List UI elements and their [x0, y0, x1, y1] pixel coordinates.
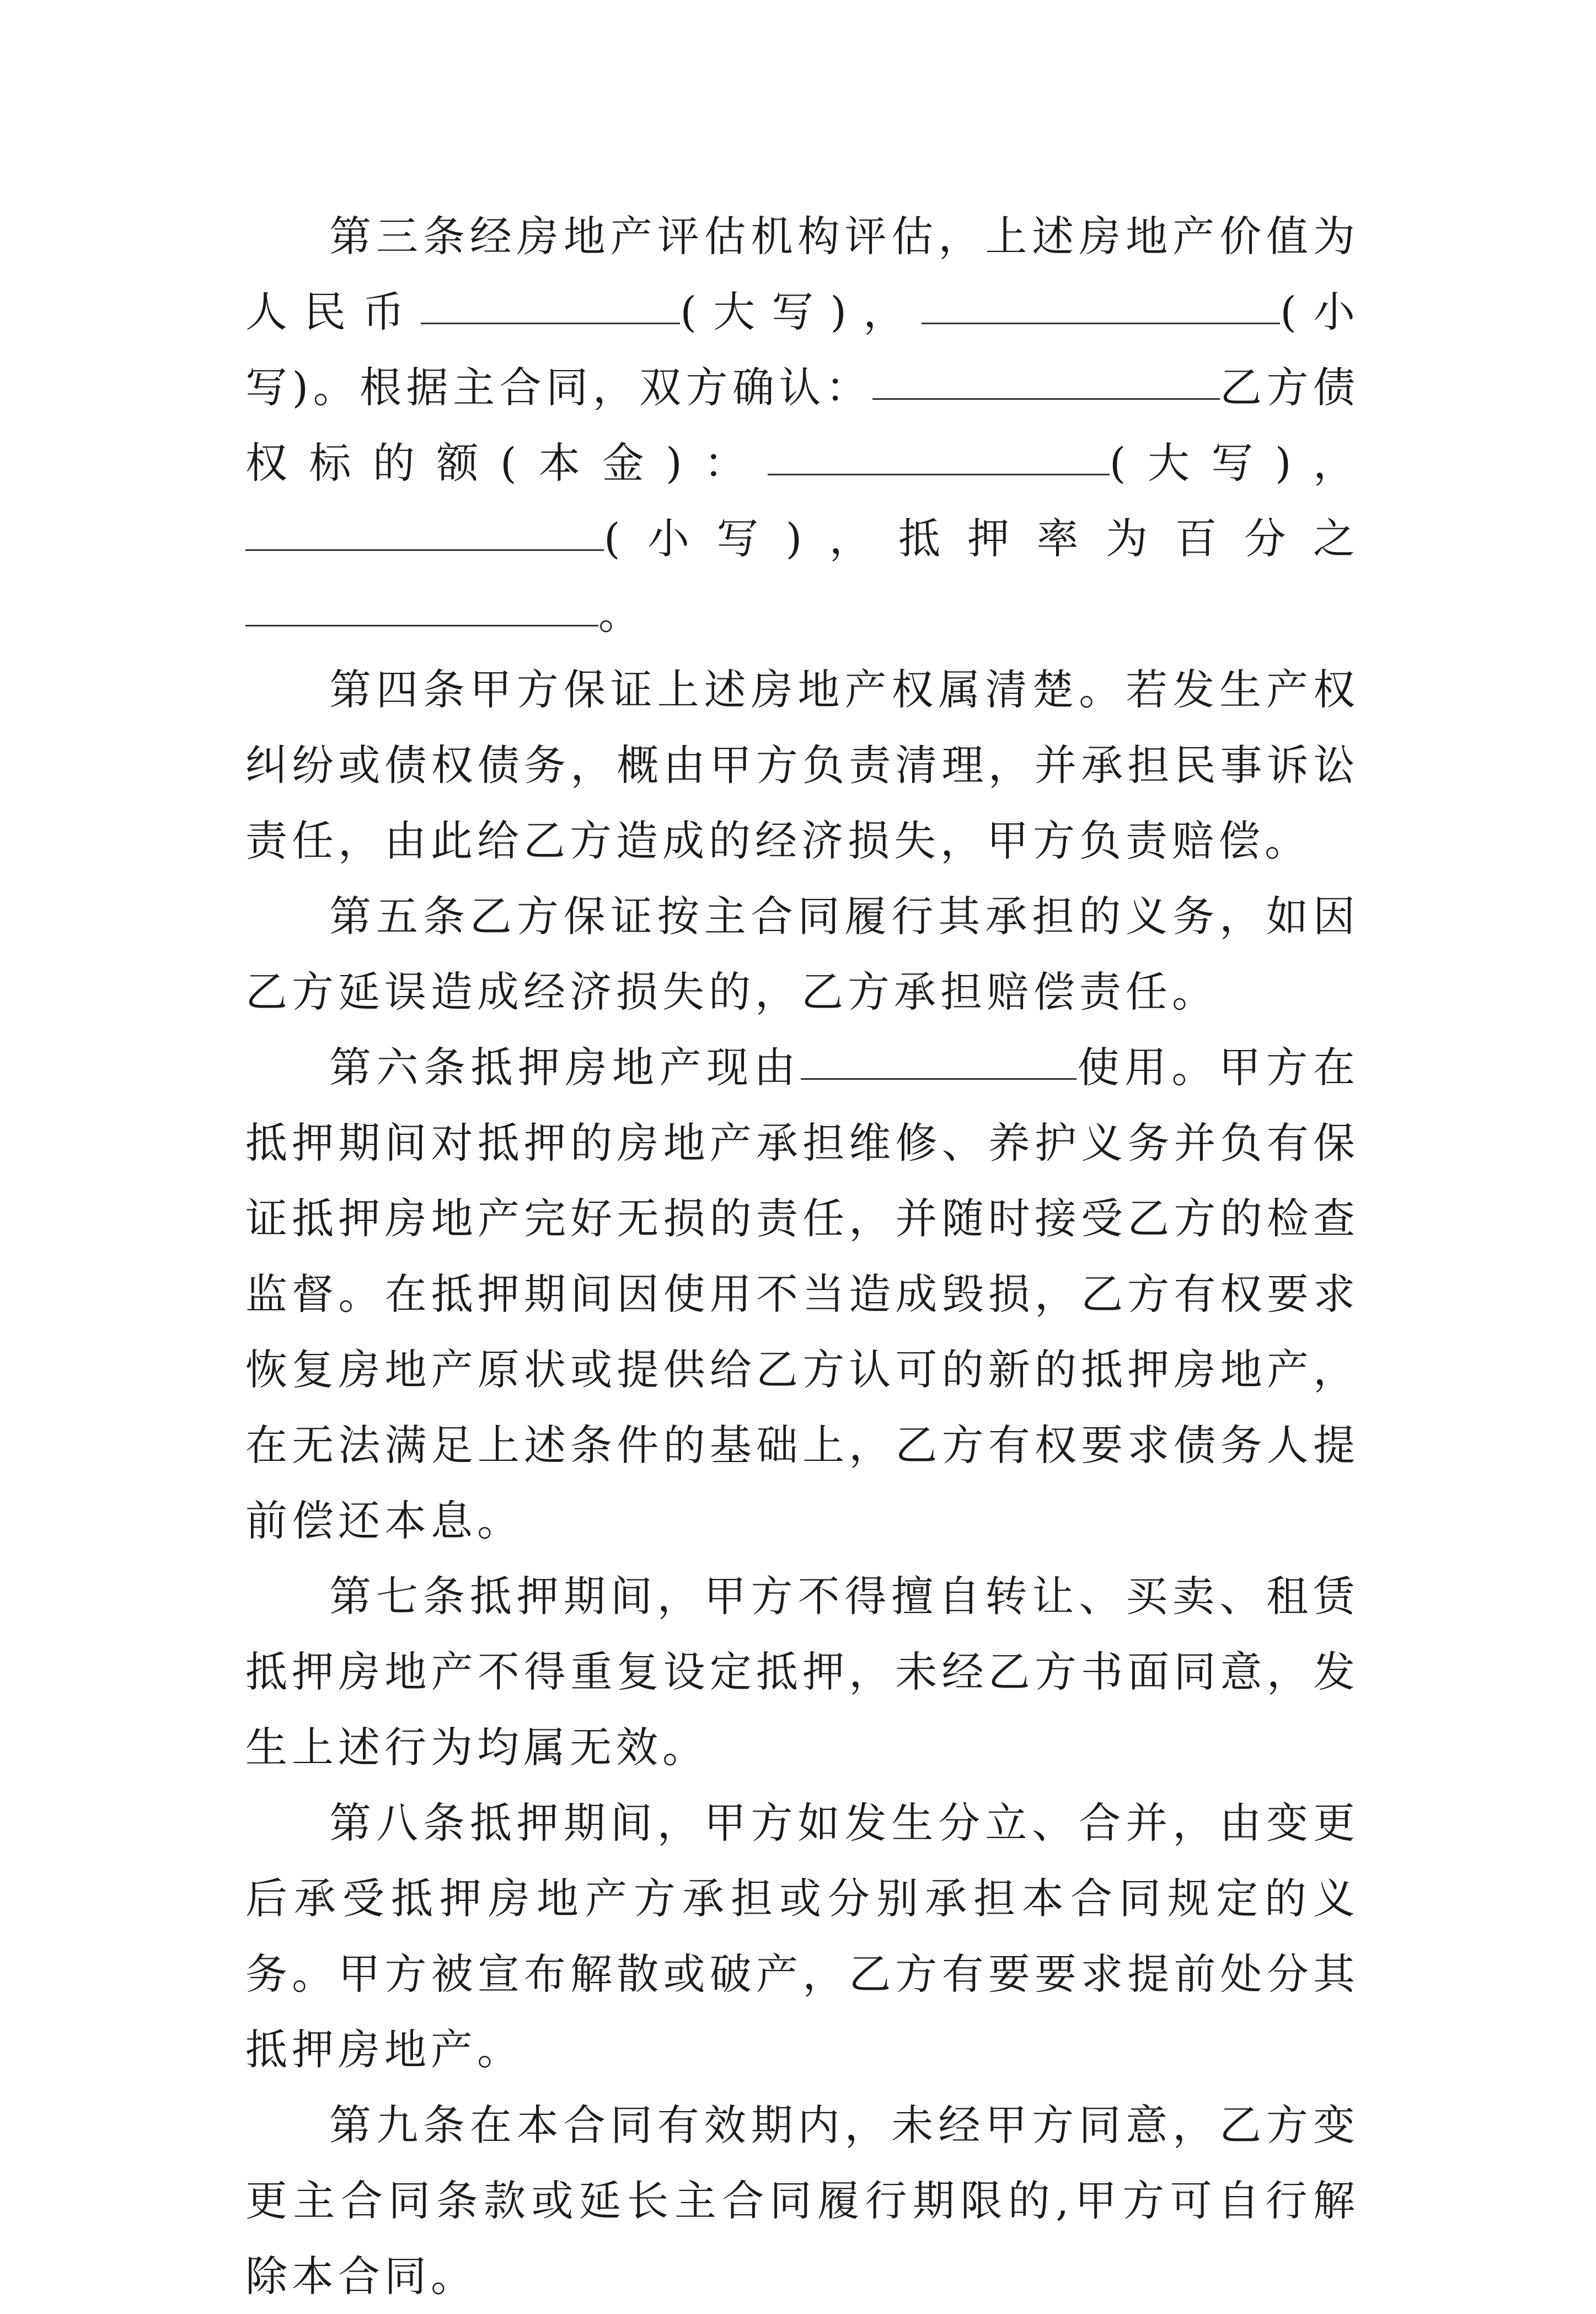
article-3 — [245, 199, 1359, 652]
article-3-text-3: (小写)。根据主合同，双方确认： — [245, 287, 1359, 412]
article-6-text-2: 使用。甲方在抵押期间对抵押的房地产承担维修、养护义务并负有保证抵押房地产完好无损的责任，并随时接受乙方的检查监督。在抵押期间因使用不当造成毁损，乙方有权要求恢复房地产原状或提供给乙方认可的新的抵押房地产，在无法满足上述条件的基础上，乙方有权要求债务人提前偿还本息。 — [245, 1043, 1359, 1545]
article-3-text-5: (大写)， — [1109, 438, 1359, 488]
article-3-text-6: (小写)，抵押率为百分之 — [604, 514, 1359, 563]
article-8: 第八条抵押期间，甲方如发生分立、合并，由变更后承受抵押房地产方承担或分别承担本合同规定的义务。甲方被宣布解散或破产，乙方有要要求提前处分其抵押房地产。 — [245, 1798, 1359, 2074]
article-4: 第四条甲方保证上述房地产权属清楚。若发生产权纠纷或债权债务，概由甲方负责清理，并承担民事诉讼责任，由此给乙方造成的经济损失，甲方负责赔偿。 — [245, 665, 1359, 865]
article-3-text-2: (大写)， — [680, 287, 922, 336]
value-lowercase-blank[interactable] — [922, 286, 1280, 324]
principal-lowercase-blank[interactable] — [245, 513, 604, 551]
article-5: 第五条乙方保证按主合同履行其承担的义务，如因乙方延误造成经济损失的，乙方承担赔偿责任。 — [245, 892, 1359, 1016]
article-3-text-4: 乙方债权标的额(本金)： — [245, 363, 1360, 488]
article-7: 第七条抵押期间，甲方不得擅自转让、买卖、租赁抵押房地产不得重复设定抵押，未经乙方书面同意，发生上述行为均属无效。 — [245, 1572, 1359, 1772]
mortgage-rate-blank[interactable] — [245, 588, 598, 626]
principal-uppercase-blank[interactable] — [768, 437, 1110, 475]
article-6-text-1: 第六条抵押房地产现由 — [329, 1043, 801, 1092]
contract-body — [245, 199, 1359, 2314]
article-6 — [245, 1030, 1359, 1558]
value-uppercase-blank[interactable] — [421, 286, 680, 324]
article-9: 第九条在本合同有效期内，未经甲方同意，乙方变更主合同条款或延长主合同履行期限的,甲方可自行解除本合同。 — [245, 2101, 1359, 2301]
article-3-text-1: 第三条经房地产评估机构评估，上述房地产价值为人民币 — [245, 212, 1359, 336]
confirm-blank[interactable] — [872, 362, 1220, 400]
user-blank[interactable] — [801, 1042, 1077, 1080]
article-3-text-7: 。 — [598, 590, 645, 639]
